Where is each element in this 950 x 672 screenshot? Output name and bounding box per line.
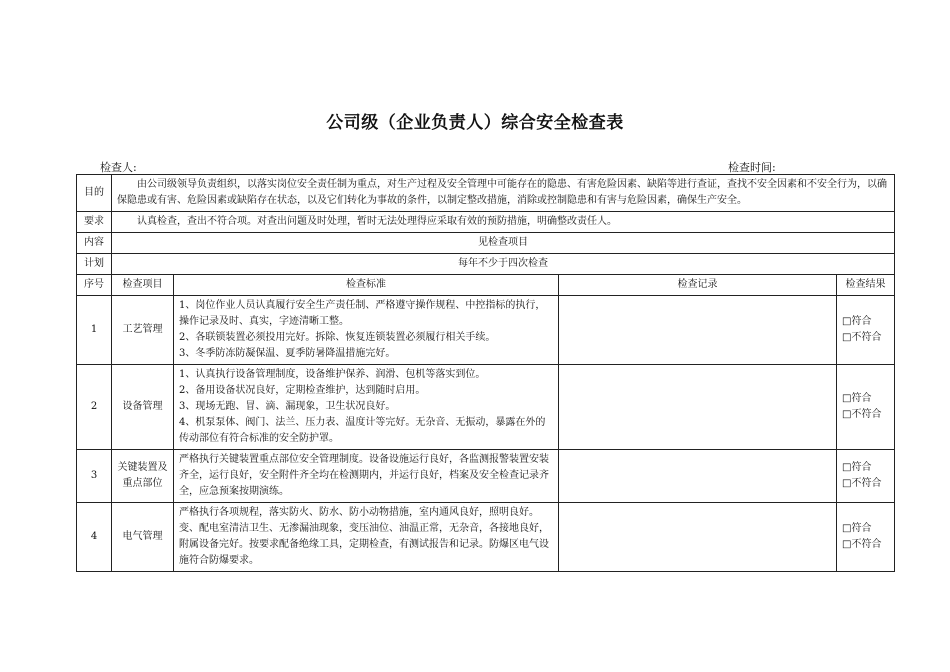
table-row [77, 503, 895, 572]
standard-line: 2、各联锁装置必须投用完好。拆除、恢复连锁装置必须履行相关手续。 [179, 332, 496, 343]
header-result: 检查结果 [837, 275, 895, 296]
row-record-cell[interactable] [559, 365, 837, 450]
row-number: 2 [77, 365, 112, 450]
row-item: 关键装置及重点部位 [112, 450, 174, 503]
page-title: 公司级（企业负责人）综合安全检查表 [326, 113, 624, 133]
content-row [77, 233, 895, 254]
row-result [837, 503, 895, 572]
header-row [77, 275, 895, 296]
row-item: 工艺管理 [112, 296, 174, 365]
row-record-cell[interactable] [559, 296, 837, 365]
standard-line: 2、备用设备状况良好，定期检查维护，达到随时启用。 [179, 385, 426, 396]
row-result [837, 296, 895, 365]
row-number: 1 [77, 296, 112, 365]
standard-line: 严格执行各项规程，落实防火、防水、防小动物措施，室内通风良好，照明良好。变、配电室清洁卫生、无渗漏油现象，变压油位、油温正常，无杂音，各接地良好，附属设备完好。按要求配备绝缘工具，定期检查，有测试报告和记录。防爆区电气设施符合防爆要求。 [179, 507, 549, 566]
header-standard: 检查标准 [174, 275, 559, 296]
nonconform-checkbox[interactable]: □不符合 [842, 332, 882, 343]
purpose-label: 目的 [77, 175, 112, 212]
table-row [77, 365, 895, 450]
plan-row [77, 254, 895, 275]
purpose-row [77, 175, 895, 212]
row-standard [174, 296, 559, 365]
content-text: 见检查项目 [112, 233, 895, 254]
standard-line: 3、冬季防冻防凝保温、夏季防暑降温措施完好。 [179, 348, 396, 359]
requirement-text: 认真检查，查出不符合项。对查出问题及时处理，暂时无法处理得应采取有效的预防措施，明确整改责任人。 [112, 212, 895, 233]
requirement-row [77, 212, 895, 233]
nonconform-checkbox[interactable]: □不符合 [842, 539, 882, 550]
header-no: 序号 [77, 275, 112, 296]
table-row [77, 450, 895, 503]
row-standard [174, 450, 559, 503]
table-row [77, 296, 895, 365]
row-standard [174, 365, 559, 450]
standard-line: 1、岗位作业人员认真履行安全生产责任制、严格遵守操作规程、中控指标的执行，操作记录及时、真实，字迹清晰工整。 [179, 300, 546, 327]
inspector-label: 检查人: [100, 161, 137, 174]
row-result [837, 365, 895, 450]
plan-label: 计划 [77, 254, 112, 275]
header-record: 检查记录 [559, 275, 837, 296]
row-number: 4 [77, 503, 112, 572]
header-item: 检查项目 [112, 275, 174, 296]
nonconform-checkbox[interactable]: □不符合 [842, 409, 882, 420]
row-record-cell[interactable] [559, 503, 837, 572]
row-standard [174, 503, 559, 572]
standard-line: 4、机泵泵体、阀门、法兰、压力表、温度计等完好。无杂音、无振动，暴露在外的传动部位有符合标准的安全防护罩。 [179, 417, 546, 444]
row-item: 设备管理 [112, 365, 174, 450]
conform-checkbox[interactable]: □符合 [842, 462, 872, 473]
standard-line: 1、认真执行设备管理制度，设备维护保养、润滑、包机等落实到位。 [179, 369, 486, 380]
row-record-cell[interactable] [559, 450, 837, 503]
row-number: 3 [77, 450, 112, 503]
inspection-table [76, 174, 895, 572]
inspection-time-label: 检查时间: [728, 161, 776, 174]
nonconform-checkbox[interactable]: □不符合 [842, 478, 882, 489]
plan-text: 每年不少于四次检查 [112, 254, 895, 275]
standard-line: 严格执行关键装置重点部位安全管理制度。设备设施运行良好，各监测报警装置安装齐全，运行良好，安全附件齐全均在检测期内，并运行良好，档案及安全检查记录齐全，应急预案按期演练。 [179, 454, 549, 497]
conform-checkbox[interactable]: □符合 [842, 316, 872, 327]
requirement-label: 要求 [77, 212, 112, 233]
purpose-text: 由公司级领导负责组织，以落实岗位安全责任制为重点，对生产过程及安全管理中可能存在的隐患、有害危险因素、缺陷等进行查证，查找不安全因素和不安全行为，以确保隐患或有害、危险因素或缺陷存在状态，以及它们转化为事故的条件，以制定整改措施，消除或控制隐患和有害与危险因素，确保生产安全。 [112, 175, 895, 212]
row-result [837, 450, 895, 503]
conform-checkbox[interactable]: □符合 [842, 393, 872, 404]
content-label: 内容 [77, 233, 112, 254]
row-item: 电气管理 [112, 503, 174, 572]
standard-line: 3、现场无跑、冒、滴、漏现象，卫生状况良好。 [179, 401, 396, 412]
conform-checkbox[interactable]: □符合 [842, 523, 872, 534]
